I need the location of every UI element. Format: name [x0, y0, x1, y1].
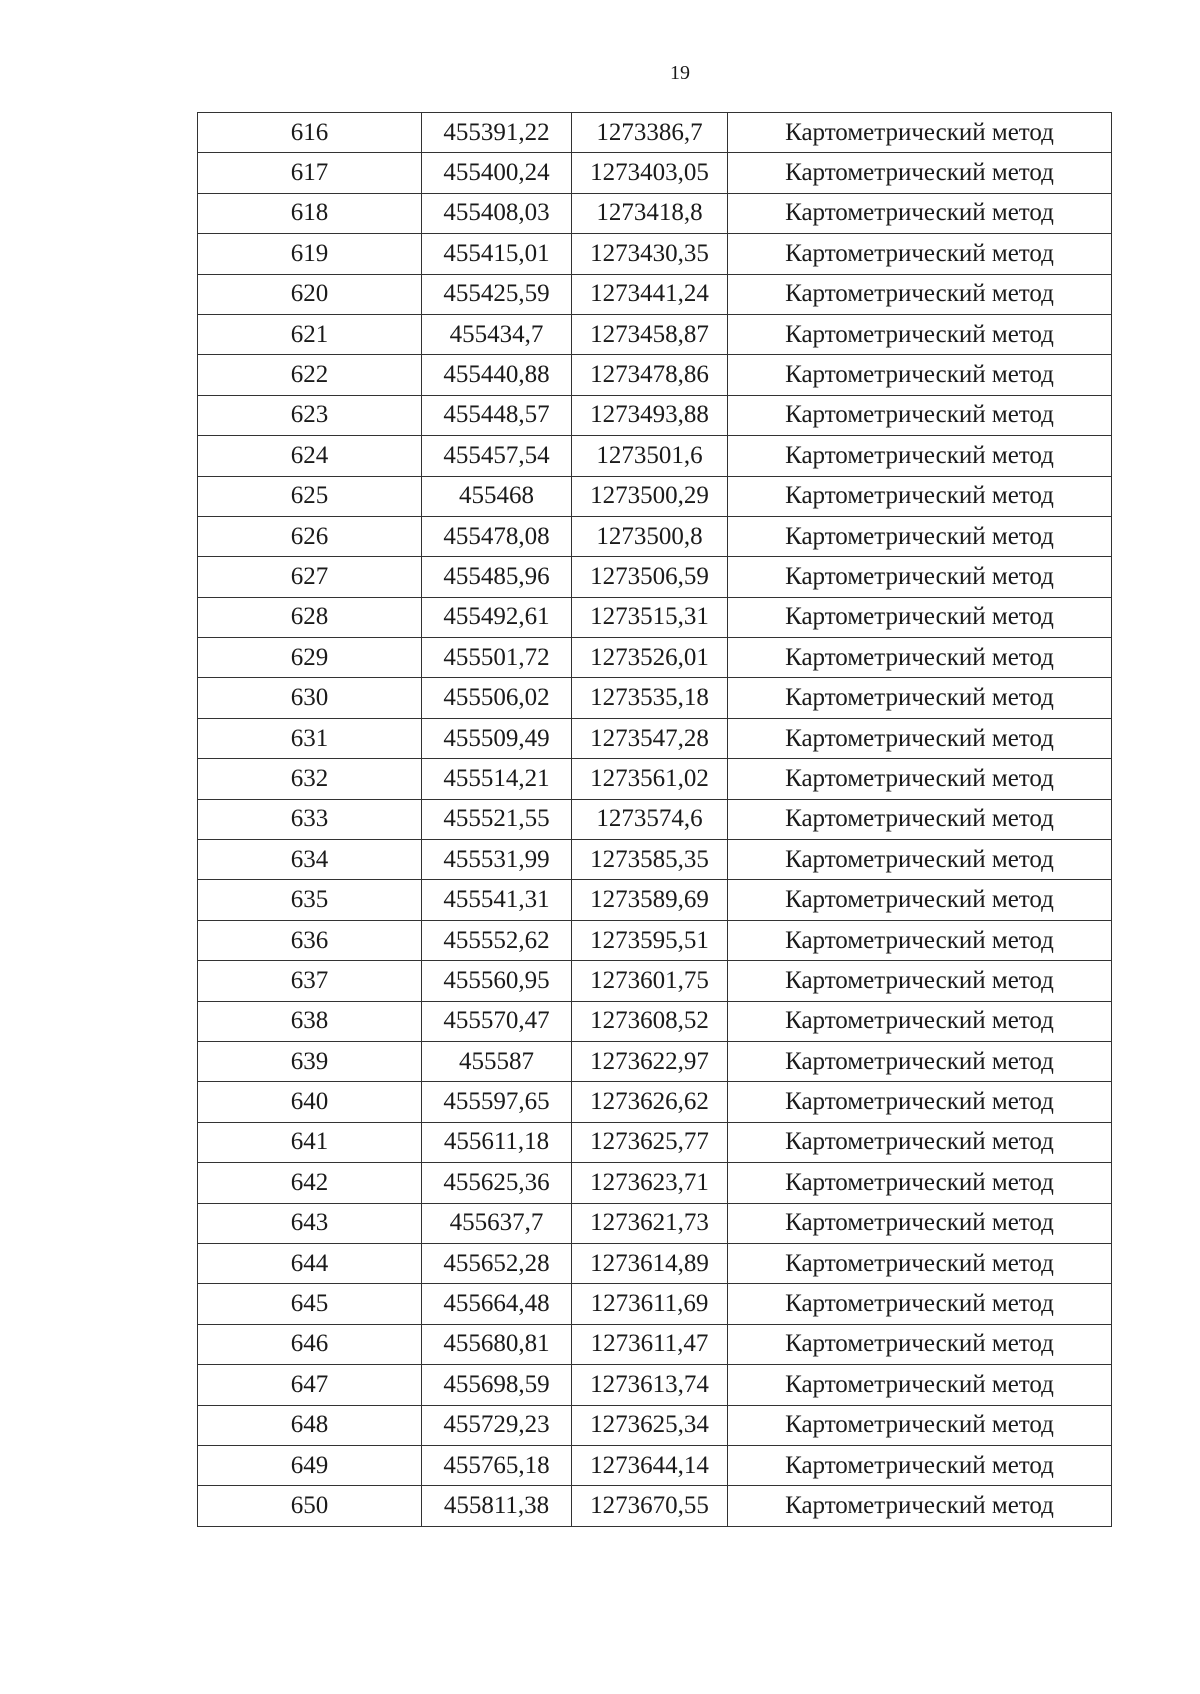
x-coordinate-cell: 455611,18 [422, 1122, 572, 1162]
y-coordinate-cell: 1273418,8 [572, 193, 728, 233]
method-cell: Картометрический метод [728, 355, 1112, 395]
table-row [198, 1324, 1112, 1364]
point-number-cell: 642 [198, 1163, 422, 1203]
table-row [198, 436, 1112, 476]
y-coordinate-cell: 1273625,34 [572, 1405, 728, 1445]
point-number-cell: 643 [198, 1203, 422, 1243]
x-coordinate-cell: 455440,88 [422, 355, 572, 395]
y-coordinate-cell: 1273614,89 [572, 1243, 728, 1283]
point-number-cell: 637 [198, 961, 422, 1001]
x-coordinate-cell: 455506,02 [422, 678, 572, 718]
y-coordinate-cell: 1273613,74 [572, 1365, 728, 1405]
point-number-cell: 633 [198, 799, 422, 839]
y-coordinate-cell: 1273386,7 [572, 113, 728, 153]
point-number-cell: 632 [198, 759, 422, 799]
y-coordinate-cell: 1273670,55 [572, 1486, 728, 1526]
method-cell: Картометрический метод [728, 476, 1112, 516]
method-cell: Картометрический метод [728, 395, 1112, 435]
point-number-cell: 644 [198, 1243, 422, 1283]
x-coordinate-cell: 455625,36 [422, 1163, 572, 1203]
y-coordinate-cell: 1273493,88 [572, 395, 728, 435]
method-cell: Картометрический метод [728, 1001, 1112, 1041]
point-number-cell: 645 [198, 1284, 422, 1324]
method-cell: Картометрический метод [728, 314, 1112, 354]
table-row [198, 1365, 1112, 1405]
y-coordinate-cell: 1273506,59 [572, 557, 728, 597]
table-row [198, 961, 1112, 1001]
y-coordinate-cell: 1273644,14 [572, 1445, 728, 1485]
method-cell: Картометрический метод [728, 1445, 1112, 1485]
x-coordinate-cell: 455521,55 [422, 799, 572, 839]
method-cell: Картометрический метод [728, 840, 1112, 880]
y-coordinate-cell: 1273430,35 [572, 234, 728, 274]
table-row [198, 1486, 1112, 1526]
point-number-cell: 634 [198, 840, 422, 880]
point-number-cell: 636 [198, 920, 422, 960]
x-coordinate-cell: 455485,96 [422, 557, 572, 597]
method-cell: Картометрический метод [728, 1122, 1112, 1162]
point-number-cell: 631 [198, 718, 422, 758]
method-cell: Картометрический метод [728, 597, 1112, 637]
point-number-cell: 620 [198, 274, 422, 314]
page-number: 19 [670, 62, 690, 84]
table-row [198, 476, 1112, 516]
method-cell: Картометрический метод [728, 1365, 1112, 1405]
table-row [198, 355, 1112, 395]
x-coordinate-cell: 455468 [422, 476, 572, 516]
y-coordinate-cell: 1273611,69 [572, 1284, 728, 1324]
y-coordinate-cell: 1273501,6 [572, 436, 728, 476]
table-row [198, 1203, 1112, 1243]
table-row [198, 638, 1112, 678]
x-coordinate-cell: 455698,59 [422, 1365, 572, 1405]
method-cell: Картометрический метод [728, 1486, 1112, 1526]
y-coordinate-cell: 1273622,97 [572, 1041, 728, 1081]
method-cell: Картометрический метод [728, 1243, 1112, 1283]
table-row [198, 920, 1112, 960]
x-coordinate-cell: 455492,61 [422, 597, 572, 637]
y-coordinate-cell: 1273595,51 [572, 920, 728, 960]
x-coordinate-cell: 455408,03 [422, 193, 572, 233]
y-coordinate-cell: 1273589,69 [572, 880, 728, 920]
y-coordinate-cell: 1273626,62 [572, 1082, 728, 1122]
table-row [198, 557, 1112, 597]
x-coordinate-cell: 455637,7 [422, 1203, 572, 1243]
y-coordinate-cell: 1273623,71 [572, 1163, 728, 1203]
table-row [198, 1082, 1112, 1122]
x-coordinate-cell: 455587 [422, 1041, 572, 1081]
x-coordinate-cell: 455509,49 [422, 718, 572, 758]
table-row [198, 840, 1112, 880]
table-row [198, 1405, 1112, 1445]
y-coordinate-cell: 1273441,24 [572, 274, 728, 314]
point-number-cell: 630 [198, 678, 422, 718]
x-coordinate-cell: 455434,7 [422, 314, 572, 354]
y-coordinate-cell: 1273601,75 [572, 961, 728, 1001]
y-coordinate-cell: 1273621,73 [572, 1203, 728, 1243]
method-cell: Картометрический метод [728, 153, 1112, 193]
method-cell: Картометрический метод [728, 113, 1112, 153]
x-coordinate-cell: 455514,21 [422, 759, 572, 799]
y-coordinate-cell: 1273500,29 [572, 476, 728, 516]
method-cell: Картометрический метод [728, 234, 1112, 274]
method-cell: Картометрический метод [728, 274, 1112, 314]
x-coordinate-cell: 455560,95 [422, 961, 572, 1001]
point-number-cell: 627 [198, 557, 422, 597]
y-coordinate-cell: 1273500,8 [572, 516, 728, 556]
table-row [198, 193, 1112, 233]
point-number-cell: 640 [198, 1082, 422, 1122]
x-coordinate-cell: 455652,28 [422, 1243, 572, 1283]
method-cell: Картометрический метод [728, 1405, 1112, 1445]
y-coordinate-cell: 1273526,01 [572, 638, 728, 678]
y-coordinate-cell: 1273547,28 [572, 718, 728, 758]
y-coordinate-cell: 1273561,02 [572, 759, 728, 799]
x-coordinate-cell: 455415,01 [422, 234, 572, 274]
table-row [198, 718, 1112, 758]
point-number-cell: 650 [198, 1486, 422, 1526]
y-coordinate-cell: 1273608,52 [572, 1001, 728, 1041]
point-number-cell: 628 [198, 597, 422, 637]
y-coordinate-cell: 1273403,05 [572, 153, 728, 193]
point-number-cell: 647 [198, 1365, 422, 1405]
table-row [198, 1163, 1112, 1203]
table-row [198, 314, 1112, 354]
method-cell: Картометрический метод [728, 1324, 1112, 1364]
point-number-cell: 621 [198, 314, 422, 354]
point-number-cell: 649 [198, 1445, 422, 1485]
table-row [198, 274, 1112, 314]
method-cell: Картометрический метод [728, 880, 1112, 920]
method-cell: Картометрический метод [728, 718, 1112, 758]
table-row [198, 153, 1112, 193]
method-cell: Картометрический метод [728, 1041, 1112, 1081]
method-cell: Картометрический метод [728, 1082, 1112, 1122]
x-coordinate-cell: 455541,31 [422, 880, 572, 920]
method-cell: Картометрический метод [728, 193, 1112, 233]
table-row [198, 395, 1112, 435]
x-coordinate-cell: 455570,47 [422, 1001, 572, 1041]
point-number-cell: 635 [198, 880, 422, 920]
table-row [198, 1041, 1112, 1081]
x-coordinate-cell: 455811,38 [422, 1486, 572, 1526]
x-coordinate-cell: 455391,22 [422, 113, 572, 153]
table-row [198, 678, 1112, 718]
point-number-cell: 623 [198, 395, 422, 435]
point-number-cell: 617 [198, 153, 422, 193]
table-row [198, 1445, 1112, 1485]
table-row [198, 1284, 1112, 1324]
y-coordinate-cell: 1273515,31 [572, 597, 728, 637]
point-number-cell: 639 [198, 1041, 422, 1081]
x-coordinate-cell: 455457,54 [422, 436, 572, 476]
method-cell: Картометрический метод [728, 759, 1112, 799]
table-row [198, 799, 1112, 839]
table-row [198, 597, 1112, 637]
method-cell: Картометрический метод [728, 961, 1112, 1001]
method-cell: Картометрический метод [728, 1284, 1112, 1324]
method-cell: Картометрический метод [728, 436, 1112, 476]
method-cell: Картометрический метод [728, 1163, 1112, 1203]
y-coordinate-cell: 1273611,47 [572, 1324, 728, 1364]
table-row [198, 516, 1112, 556]
y-coordinate-cell: 1273458,87 [572, 314, 728, 354]
y-coordinate-cell: 1273535,18 [572, 678, 728, 718]
point-number-cell: 625 [198, 476, 422, 516]
method-cell: Картометрический метод [728, 1203, 1112, 1243]
point-number-cell: 646 [198, 1324, 422, 1364]
method-cell: Картометрический метод [728, 516, 1112, 556]
point-number-cell: 622 [198, 355, 422, 395]
point-number-cell: 648 [198, 1405, 422, 1445]
coordinates-table [197, 112, 1112, 1527]
table-row [198, 880, 1112, 920]
table-row [198, 1001, 1112, 1041]
x-coordinate-cell: 455597,65 [422, 1082, 572, 1122]
point-number-cell: 638 [198, 1001, 422, 1041]
point-number-cell: 641 [198, 1122, 422, 1162]
coordinates-table-body [198, 113, 1112, 1527]
method-cell: Картометрический метод [728, 799, 1112, 839]
x-coordinate-cell: 455765,18 [422, 1445, 572, 1485]
point-number-cell: 626 [198, 516, 422, 556]
x-coordinate-cell: 455729,23 [422, 1405, 572, 1445]
point-number-cell: 618 [198, 193, 422, 233]
point-number-cell: 629 [198, 638, 422, 678]
method-cell: Картометрический метод [728, 557, 1112, 597]
table-row [198, 113, 1112, 153]
point-number-cell: 624 [198, 436, 422, 476]
method-cell: Картометрический метод [728, 920, 1112, 960]
table-row [198, 234, 1112, 274]
method-cell: Картометрический метод [728, 678, 1112, 718]
x-coordinate-cell: 455664,48 [422, 1284, 572, 1324]
y-coordinate-cell: 1273478,86 [572, 355, 728, 395]
x-coordinate-cell: 455478,08 [422, 516, 572, 556]
x-coordinate-cell: 455552,62 [422, 920, 572, 960]
table-row [198, 1243, 1112, 1283]
y-coordinate-cell: 1273585,35 [572, 840, 728, 880]
point-number-cell: 616 [198, 113, 422, 153]
table-row [198, 1122, 1112, 1162]
y-coordinate-cell: 1273574,6 [572, 799, 728, 839]
x-coordinate-cell: 455448,57 [422, 395, 572, 435]
x-coordinate-cell: 455531,99 [422, 840, 572, 880]
method-cell: Картометрический метод [728, 638, 1112, 678]
x-coordinate-cell: 455501,72 [422, 638, 572, 678]
table-row [198, 759, 1112, 799]
point-number-cell: 619 [198, 234, 422, 274]
x-coordinate-cell: 455680,81 [422, 1324, 572, 1364]
x-coordinate-cell: 455425,59 [422, 274, 572, 314]
x-coordinate-cell: 455400,24 [422, 153, 572, 193]
y-coordinate-cell: 1273625,77 [572, 1122, 728, 1162]
